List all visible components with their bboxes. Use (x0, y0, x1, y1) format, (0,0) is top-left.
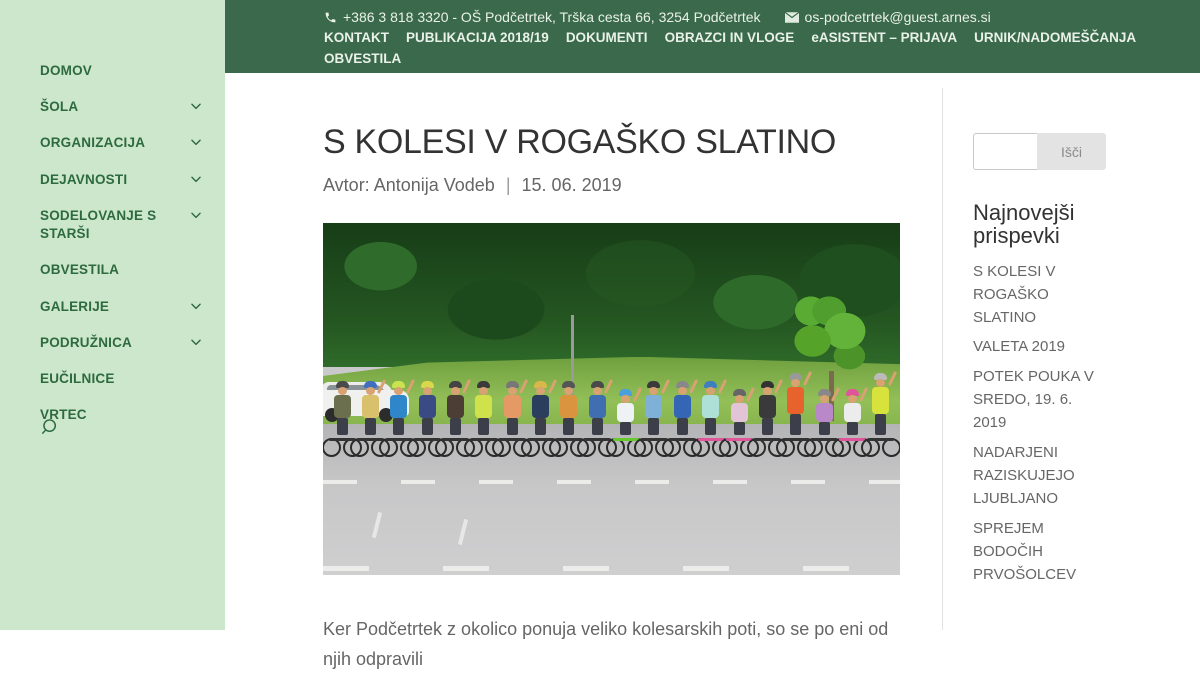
sidebar-item-galerije[interactable] (0, 289, 225, 325)
main-nav (0, 0, 225, 433)
search-widget (973, 133, 1106, 170)
chevron-down-icon[interactable] (189, 135, 203, 149)
author-name[interactable]: Antonija Vodeb (373, 175, 495, 195)
sidebar-item-podru-nica[interactable] (0, 325, 225, 361)
chevron-down-icon[interactable] (189, 172, 203, 186)
top-menu-item-kontakt[interactable]: KONTAKT (324, 30, 389, 45)
recent-post-link[interactable]: S KOLESI V ROGAŠKO SLATINO (973, 262, 1056, 326)
photo-cyclists-row (323, 364, 900, 457)
recent-posts-heading: Najnovejši prispevki (973, 200, 1075, 249)
post-title: S KOLESI V ROGAŠKO SLATINO (323, 123, 837, 161)
author-label: Avtor: (323, 175, 370, 195)
sidebar-item-organizacija[interactable] (0, 125, 225, 161)
cyclist-figure (868, 373, 894, 457)
recent-posts-list (973, 261, 1106, 587)
chevron-down-icon[interactable] (189, 299, 203, 313)
sidebar-item-label: OBVESTILA (40, 262, 120, 278)
sidebar-item-domov[interactable] (0, 53, 225, 89)
search-button[interactable]: Išči (1037, 133, 1106, 170)
search-input[interactable] (973, 133, 1037, 170)
sidebar-item-label: DEJAVNOSTI (40, 171, 128, 187)
email-link[interactable] (785, 9, 991, 25)
contact-row (324, 6, 1190, 27)
main-content (225, 73, 1200, 669)
meta-separator: | (505, 175, 511, 195)
chevron-down-icon[interactable] (189, 208, 203, 222)
email-text: os-podcetrtek@guest.arnes.si (804, 8, 991, 25)
sidebar-item-label: EUČILNICE (40, 370, 115, 386)
left-sidebar (0, 0, 225, 630)
post-meta (323, 175, 900, 196)
post-date: 15. 06. 2019 (521, 175, 622, 195)
recent-post-link[interactable]: NADARJENI RAZISKUJEJO LJUBLJANO (973, 444, 1075, 508)
recent-post-link[interactable]: POTEK POUKA V SREDO, 19. 6. 2019 (973, 368, 1094, 432)
sidebar-item-label: GALERIJE (40, 298, 110, 314)
top-menu-item-obrazci-in-vloge[interactable]: OBRAZCI IN VLOGE (664, 30, 795, 45)
top-menu-item-publikacija-2018-19[interactable]: PUBLIKACIJA 2018/19 (406, 30, 549, 45)
sidebar-item-label: SODELOVANJE S STARŠI (40, 207, 157, 242)
top-header (225, 0, 1200, 73)
email-icon (785, 12, 799, 23)
top-menu-row-2 (324, 48, 1190, 69)
right-sidebar (973, 133, 1113, 594)
post-body-text: Ker Podčetrtek z okolico ponuja veliko kolesarskih poti, so se po eni od njih odpravili (323, 619, 889, 669)
top-menu-item-urnik-nadome-anja[interactable]: URNIK/NADOMEŠČANJA (974, 30, 1137, 45)
top-menu-item-dokumenti[interactable]: DOKUMENTI (565, 30, 648, 45)
recent-post-link[interactable]: SPREJEM BODOČIH PRVOŠOLCEV (973, 520, 1077, 583)
top-menu-item-obvestila[interactable]: OBVESTILA (324, 51, 402, 66)
sidebar-item-label: VRTEC (40, 407, 87, 423)
phone-address-text: +386 3 818 3320 - OŠ Podčetrtek, Trška cesta 66, 3254 Podčetrtek (343, 8, 761, 25)
sidebar-item-vrtec[interactable] (0, 397, 225, 433)
sidebar-item-dejavnosti[interactable] (0, 162, 225, 198)
content-sidebar-divider (942, 88, 943, 630)
sidebar-item-label: ŠOLA (40, 99, 79, 115)
top-menu-item-easistent-prijava[interactable]: eASISTENT – PRIJAVA (811, 30, 958, 45)
sidebar-item-label: ORGANIZACIJA (40, 135, 146, 151)
sidebar-item-label: PODRUŽNICA (40, 334, 132, 350)
sidebar-item-obvestila[interactable] (0, 252, 225, 288)
photo-lane-marking-2 (323, 566, 900, 571)
sidebar-search-icon[interactable] (40, 416, 62, 438)
top-menu-row-1 (324, 27, 1190, 48)
chevron-down-icon[interactable] (189, 335, 203, 349)
sidebar-item-eu-ilnice[interactable] (0, 361, 225, 397)
photo-lane-marking (323, 480, 900, 484)
sidebar-item-sodelovanje-s-star-i[interactable] (0, 198, 225, 252)
sidebar-item-label: DOMOV (40, 63, 93, 78)
post-photo (323, 223, 900, 575)
recent-post-link[interactable]: VALETA 2019 (973, 338, 1066, 356)
phone-icon (324, 11, 337, 24)
chevron-down-icon[interactable] (189, 99, 203, 113)
sidebar-item--ola[interactable] (0, 89, 225, 125)
post-article (323, 73, 900, 674)
